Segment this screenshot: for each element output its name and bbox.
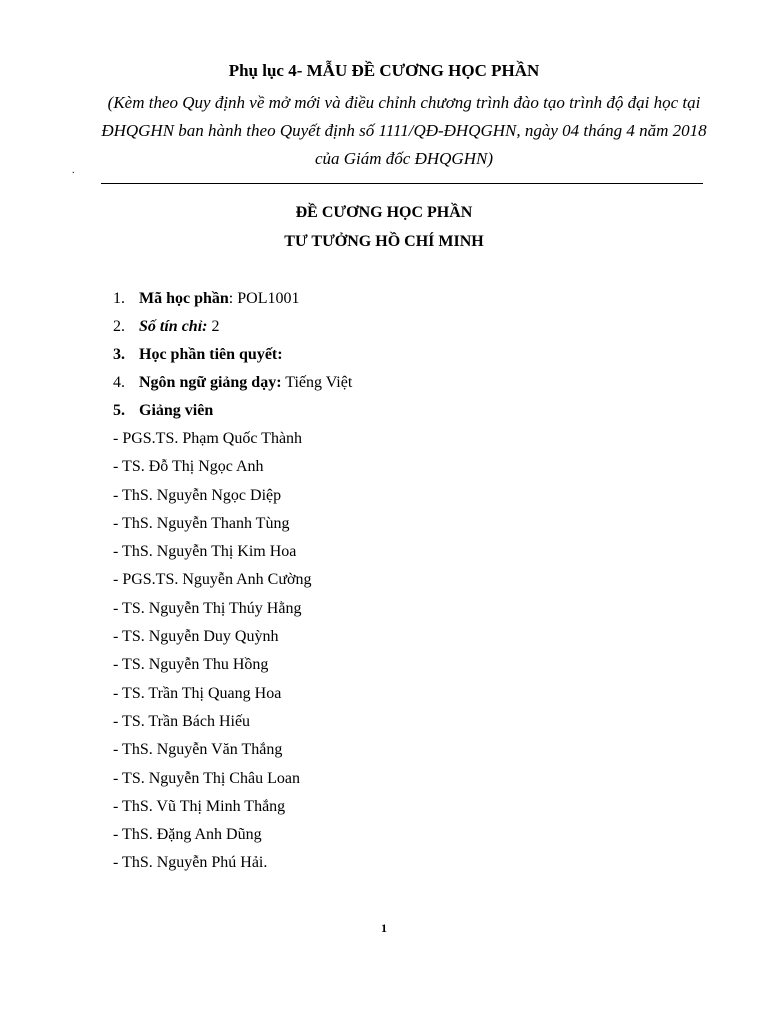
info-number: 5.	[113, 402, 125, 419]
appendix-prefix: Phụ lục 4-	[228, 61, 303, 80]
lecturer-item: - ThS. Đặng Anh Dũng	[113, 826, 262, 844]
lecturer-list	[113, 428, 311, 881]
info-item-course-code	[113, 288, 299, 310]
lecturer-item: - ThS. Nguyễn Thanh Tùng	[113, 514, 290, 532]
info-label: Ngôn ngữ giảng dạy:	[139, 374, 282, 391]
lecturer-item: - TS. Trần Thị Quang Hoa	[113, 684, 282, 702]
info-label: Số tín chỉ:	[139, 318, 208, 335]
stray-dot: .	[72, 165, 75, 176]
lecturer-item: - ThS. Nguyễn Thị Kim Hoa	[113, 543, 297, 561]
info-number: 4.	[113, 374, 125, 391]
info-number: 1.	[113, 290, 125, 307]
document-title-line1: ĐỀ CƯƠNG HỌC PHẦN	[295, 204, 473, 221]
info-value: : POL1001	[228, 290, 300, 307]
info-label: Mã học phần	[139, 290, 229, 307]
appendix-note: (Kèm theo Quy định về mở mới và điều chỉnh chương trình đào tạo trình độ đại học tại ĐHQGHN ban hành theo Quyết định số 1111/QĐ-ĐHQGHN, ngày 04 tháng 4 năm 2018 của Giám đốc ĐHQGHN)	[101, 93, 707, 168]
info-label: Giảng viên	[139, 402, 214, 419]
appendix-title: MẪU ĐỀ CƯƠNG HỌC PHẦN	[306, 61, 540, 80]
info-item-lecturers	[113, 400, 213, 422]
lecturer-item: - PGS.TS. Phạm Quốc Thành	[113, 430, 303, 447]
lecturer-item: - PGS.TS. Nguyễn Anh Cường	[113, 571, 312, 589]
document-title-line2: TƯ TƯỞNG HỒ CHÍ MINH	[284, 233, 484, 250]
lecturer-item: - ThS. Vũ Thị Minh Thắng	[113, 797, 286, 815]
divider-line	[101, 183, 703, 184]
page-number: 1	[381, 921, 387, 935]
info-item-prerequisite	[113, 344, 283, 366]
lecturer-item: - TS. Nguyễn Duy Quỳnh	[113, 628, 279, 646]
lecturer-item: - TS. Đỗ Thị Ngọc Anh	[113, 458, 264, 476]
lecturer-item: - TS. Nguyễn Thị Châu Loan	[113, 769, 300, 787]
lecturer-item: - ThS. Nguyễn Văn Thắng	[113, 741, 283, 759]
info-item-language	[113, 372, 352, 394]
appendix-heading	[0, 60, 768, 82]
info-item-credits	[113, 316, 219, 338]
info-value: 2	[207, 318, 220, 335]
lecturer-item: - TS. Nguyễn Thu Hồng	[113, 656, 269, 674]
info-number: 3.	[113, 346, 125, 363]
lecturer-item: - TS. Trần Bách Hiếu	[113, 712, 251, 730]
lecturer-item: - ThS. Nguyễn Phú Hải.	[113, 854, 268, 872]
lecturer-item: - ThS. Nguyễn Ngọc Diệp	[113, 486, 282, 504]
info-number: 2.	[113, 318, 125, 335]
info-value: Tiếng Việt	[281, 374, 353, 391]
info-label: Học phần tiên quyết:	[139, 346, 283, 363]
lecturer-item: - TS. Nguyễn Thị Thúy Hằng	[113, 599, 302, 617]
